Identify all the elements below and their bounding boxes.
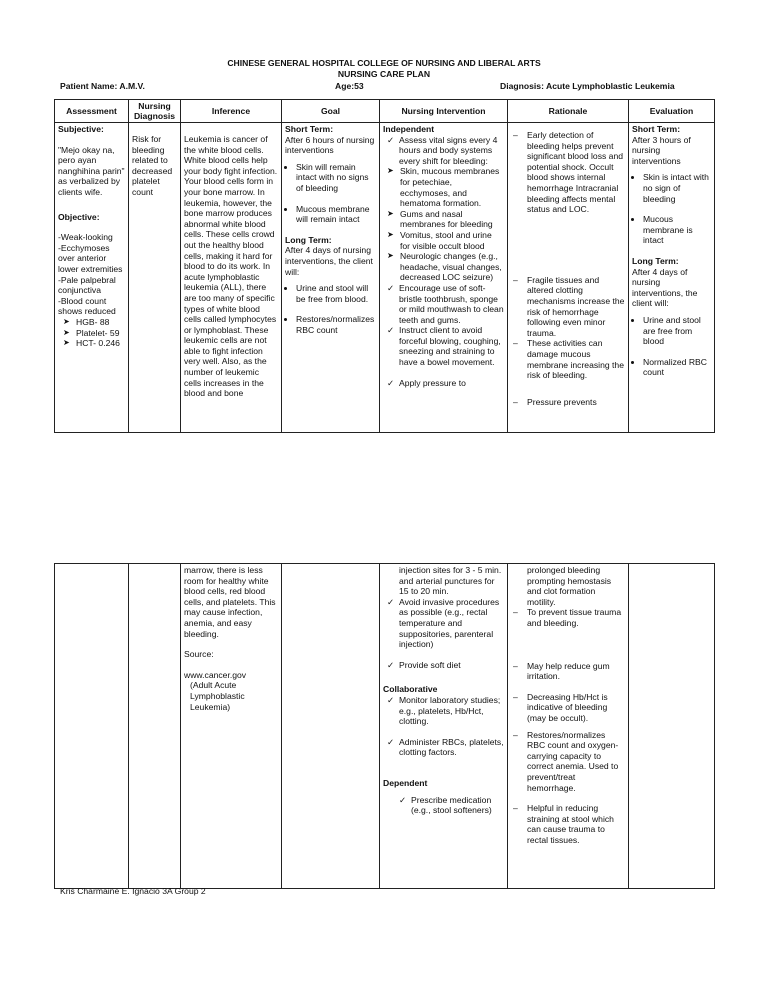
list-item: • Normalized RBC count [643,357,711,378]
arrow-bullet-icon: ➤ [63,316,70,326]
short-term-label: Short Term: [285,124,334,134]
arrow-bullet-icon: ➤ [63,327,70,337]
lab-item: ➤ Platelet- 59 [63,327,120,338]
objective-line: -Ecchymoses over anterior lower extremities [58,242,123,274]
intervention-item: ✓ Assess vital signs every 4 hours and body systems every shift for bleeding: [387,134,498,166]
dash-bullet-icon: – [513,691,518,702]
plan-title: NURSING CARE PLAN [337,69,431,79]
rationale-item: – Decreasing Hb/Hct is indicative of bleeding (may be occult). [513,691,608,723]
inference-cell [181,123,282,433]
dash-bullet-icon: – [513,729,518,740]
inference-text: Leukemia is cancer of the white blood cells. White blood cells help your body fight infection. Your blood cells form in your bone marrow. In leukemia, however, the bone marrow produces abnormal white blood cells. These cells crowd out the healthy blood cells, making it hard for blood to do its work. In acute lymphoblastic leukemia (ALL), there are too many of specific types of white blood cells called lymphocytes or lymphoblast. These leukemic cells are not able to fight infection very well. Also, as the number of leukemic cells increases in the blood and bone [184,134,278,399]
source-label: Source: [184,649,214,660]
intervention-subitem: ➤ Skin, mucous membranes for petechiae, ecchymoses, and hematoma formation. [387,166,500,209]
lab-item: ➤ HGB- 88 [63,316,110,327]
rationale-item: – To prevent tissue trauma and bleeding. [513,607,622,628]
independent-label: Independent [383,124,435,134]
long-term-goals [285,283,376,335]
care-plan-table-page2 [54,563,715,889]
patient-name: Patient Name: A.M.V. [60,81,145,91]
rationale-item: – May help reduce gum irritation. [513,660,610,682]
intervention-item: ✓ Instruct client to avoid forceful blowing, coughing, sneezing and straining to have a bowel movement. [387,325,501,368]
intervention-subitem: ➤ Neurologic changes (e.g., headache, visual changes, decreased LOC seizure) [387,251,502,283]
intervention-item: ✓ Monitor laboratory studies; e.g., platelets, Hb/Hct, clotting. [387,694,501,727]
check-icon: ✓ [387,377,395,388]
col-evaluation: Evaluation [629,100,715,123]
subjective-label: Subjective: [58,124,104,134]
assessment-cell-cont [55,564,129,889]
list-item: • Skin is intact with no sign of bleeding [643,172,711,204]
lab-item: ➤ HCT- 0.246 [63,338,120,349]
check-icon: ✓ [387,659,395,670]
intervention-item: ✓ Avoid invasive procedures as possible (e.g., rectal temperature and suppositories, parenteral injection) [387,596,500,650]
dash-bullet-icon: – [513,338,518,349]
assessment-cell [55,123,129,433]
list-item: • Urine and stool are free from blood [643,315,711,347]
col-nursing-diagnosis: Nursing Diagnosis [129,100,181,123]
intervention-item: ✓ Administer RBCs, platelets, clotting factors. [387,736,504,758]
eval-short-term-intro: After 3 hours of nursing interventions [632,134,691,166]
dash-bullet-icon: – [513,274,518,285]
check-icon: ✓ [387,325,395,336]
col-rationale: Rationale [508,100,629,123]
arrow-bullet-icon: ➤ [387,208,394,218]
long-term-intro: After 4 days of nursing interventions, the client will: [285,245,373,277]
list-item: • Mucous membrane is intact [643,214,711,246]
intervention-cell [380,123,508,433]
table-row [55,123,715,433]
check-icon: ✓ [387,694,395,705]
objective-line: -Pale palpebral conjunctiva [58,274,116,296]
short-term-intro: After 6 hours of nursing interventions [285,134,375,156]
check-icon: ✓ [387,596,395,607]
intervention-item: ✓ Encourage use of soft-bristle toothbrush, sponge or mild mouthwash to clean teeth and gums. [387,282,504,325]
col-inference: Inference [181,100,282,123]
inference-text-cont: marrow, there is less room for healthy white blood cells, red blood cells, and platelets. This may cause infection, anemia, and easy bleeding. [184,565,276,639]
intervention-item: ✓ Prescribe medication (e.g., stool softeners) [399,794,492,816]
dash-bullet-icon: – [513,803,518,814]
dependent-label: Dependent [383,777,428,788]
eval-long-term-intro: After 4 days of nursing interventions, the client will: [632,266,698,309]
dash-bullet-icon: – [513,607,518,618]
intervention-subitem: ➤ Vomitus, stool and urine for visible occult blood [387,229,492,251]
list-item: • Mucous membrane will remain intact [296,204,376,225]
check-icon: ✓ [387,134,395,145]
dash-bullet-icon: – [513,396,518,407]
header-row [55,100,715,123]
dash-bullet-icon: – [513,660,518,671]
arrow-bullet-icon: ➤ [387,166,394,176]
eval-long-term-list [632,315,711,378]
collaborative-label: Collaborative [383,684,438,695]
rationale-continued: prolonged bleeding prompting hemostasis and clot formation motility. [527,565,612,607]
school-title: CHINESE GENERAL HOSPITAL COLLEGE OF NURSING AND LIBERAL ARTS [227,58,541,68]
rationale-item: – Pressure prevents [513,396,597,407]
nursing-diagnosis-text: Risk for bleeding related to decreased platelet count [132,134,173,197]
care-plan-table-page1 [54,99,715,433]
goal-cell [282,123,380,433]
eval-short-term-list [632,172,711,246]
objective-line: -Weak-looking [58,232,113,243]
col-goal: Goal [282,100,380,123]
eval-long-term-label: Long Term: [632,255,679,266]
check-icon: ✓ [387,736,395,747]
diagnosis-title: Diagnosis: Acute Lymphoblastic Leukemia [500,81,675,91]
goal-cell-cont [282,564,380,889]
list-item: • Urine and stool will be free from blood. [296,283,376,304]
rationale-item: – These activities can damage mucous membrane increasing the risk of bleeding. [513,338,624,381]
intervention-subitem: ➤ Gums and nasal membranes for bleeding [387,208,493,230]
evaluation-cell-cont [629,564,715,889]
source-title: (Adult Acute Lymphoblastic Leukemia) [190,680,245,712]
intervention-item: ✓ Provide soft diet [387,659,461,670]
list-item: • Restores/normalizes RBC count [296,314,376,335]
long-term-label: Long Term: [285,234,332,245]
rationale-item: – Restores/normalizes RBC count and oxygen-carrying capacity to correct anemia. Used to prevent/treat hemorrhage. [513,729,619,793]
list-item: • Skin will remain intact with no signs of bleeding [296,162,376,194]
evaluation-cell [629,123,715,433]
intervention-item: ✓ Apply pressure to [387,377,466,388]
intervention-cell-cont [380,564,508,889]
arrow-bullet-icon: ➤ [387,229,394,239]
footer-author: Kris Charmaine E. Ignacio 3A Group 2 [60,886,206,896]
arrow-bullet-icon: ➤ [387,251,394,261]
subjective-quote: "Mejo okay na, pero ayan nanghihina parin" as verbalized by clients wife. [58,144,125,197]
nursing-diagnosis-cell-cont [129,564,181,889]
col-nursing-intervention: Nursing Intervention [380,100,508,123]
objective-line: -Blood count shows reduced [58,295,116,317]
arrow-bullet-icon: ➤ [63,338,70,348]
inference-cell-cont [181,564,282,889]
rationale-cell-cont [508,564,629,889]
objective-label: Objective: [58,211,100,222]
rationale-item: – Early detection of bleeding helps prevent significant blood loss and potential shock. Occult blood shows internal hemorrhage Intracranial bleeding affects mental status and LOC. [513,130,624,215]
dash-bullet-icon: – [513,130,518,140]
rationale-cell [508,123,629,433]
source-url: www.cancer.gov [184,669,247,680]
nursing-diagnosis-cell [129,123,181,433]
col-assessment: Assessment [55,100,129,123]
short-term-goals [285,162,376,225]
table-row [55,564,715,889]
check-icon: ✓ [387,282,395,293]
intervention-continued: injection sites for 3 - 5 min. and arterial punctures for 15 to 20 min. [399,565,502,597]
eval-short-term-label: Short Term: [632,124,681,134]
check-icon: ✓ [399,794,407,805]
rationale-item: – Helpful in reducing straining at stool which can cause trauma to rectal tissues. [513,803,614,845]
rationale-item: – Fragile tissues and altered clotting mechanisms increase the risk of hemorrhage following even minor trauma. [513,274,625,338]
patient-age: Age:53 [335,81,364,91]
